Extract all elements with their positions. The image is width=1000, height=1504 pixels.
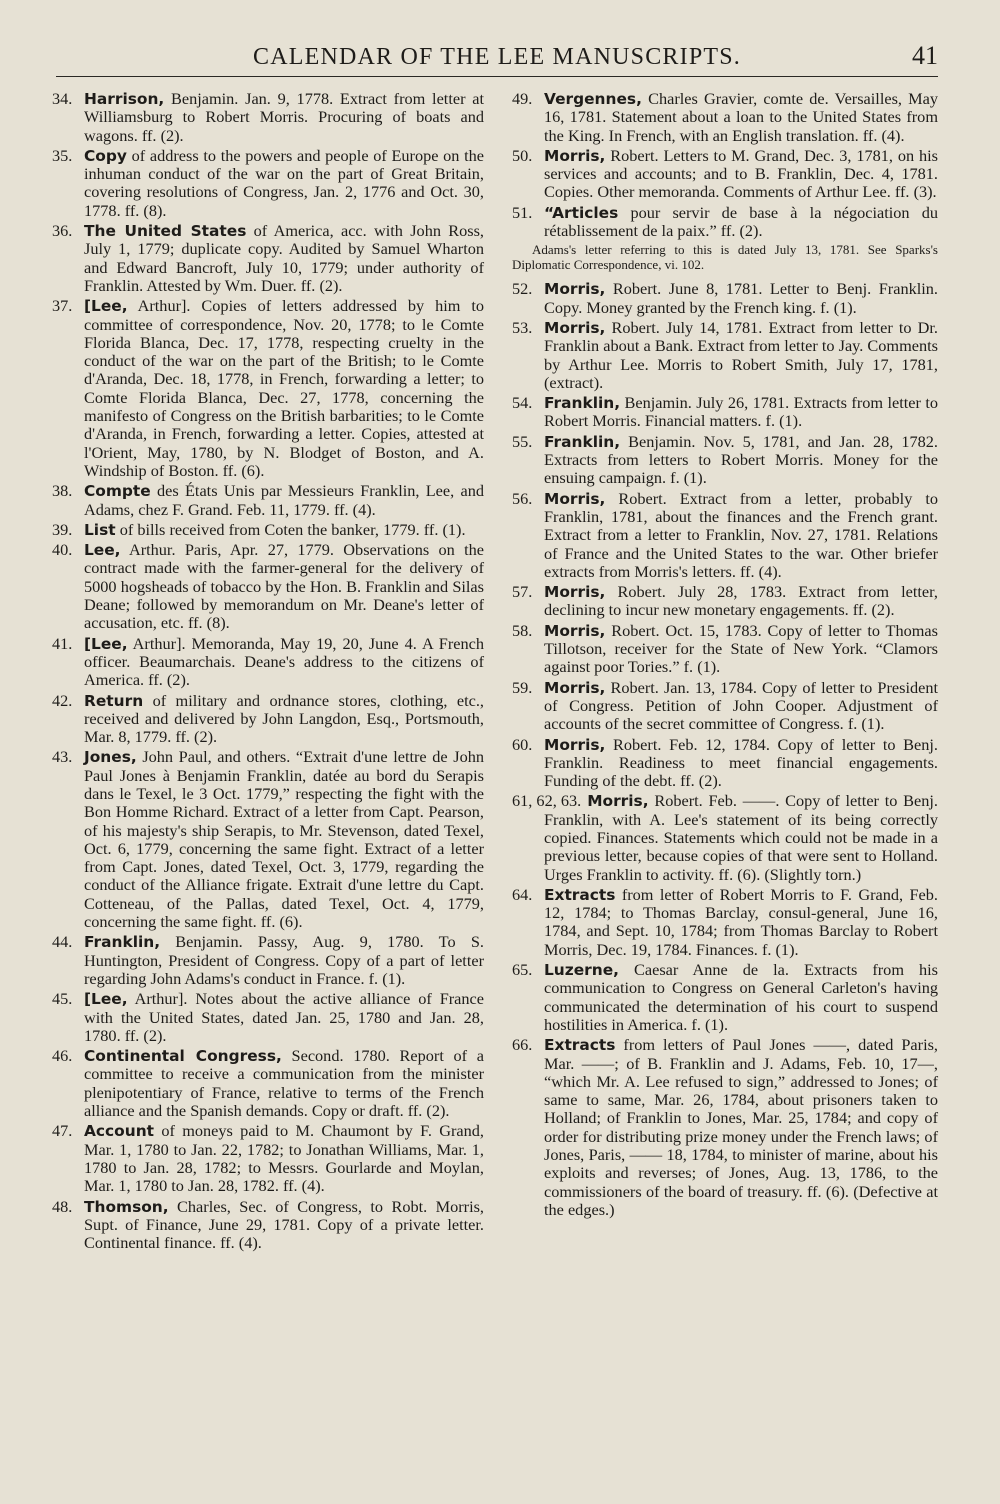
- entry-text: des États Unis par Messieurs Franklin, Lee, and Adams, chez F. Grand. Feb. 11, 1779. ff. (4).: [84, 481, 484, 519]
- entry-text: from letters of Paul Jones ——, dated Paris, Mar. ——; of B. Franklin and J. Adams, Feb. 10, 17—, “which Mr. A. Lee refused to sign,” addressed to Jones; of same to same, Mar. 26, 1784, about prisoners taken to Holland; of Franklin to Jones, Mar. 25, 1784; and copy of order for distributing prize money under the French laws; of Jones, Paris, —— 18, 1784, to minister of marine, about his exploits and reverses; of Jones, Aug. 13, 1786, to the commissioners of the board of treasury. ff. (6). (Defective at the edges.): [544, 1035, 938, 1219]
- entry-heading: Extracts: [544, 885, 616, 904]
- entry-heading: Extracts: [544, 1036, 616, 1055]
- entry-heading: Franklin,: [544, 394, 621, 413]
- calendar-entry: [52, 748, 484, 931]
- entry-text: Second. 1780. Report of a committee to receive a communication from the minister plenipotentiary of France, relative to terms of the French alliance and the Spanish demands. Copy or draft. ff. (2).: [84, 1046, 484, 1121]
- entry-number: 64.: [512, 884, 533, 904]
- entry-text: of address to the powers and people of Europe on the inhuman conduct of the war on the part of Great Britain, covering resolutions of Congress, Jan. 2, 1776 and Oct. 30, 1778. ff. (8).: [84, 145, 485, 220]
- entry-number: 44.: [52, 932, 73, 952]
- calendar-entry: [512, 90, 938, 145]
- entry-text: Arthur. Paris, Apr. 27, 1779. Observations on the contract made with the farmer-general for the delivery of 5000 hogsheads of tobacco by the Hon. B. Franklin and Silas Deane; followed by memorandum on Mr. Deane's letter of accusation, etc. ff. (8).: [84, 540, 485, 633]
- entry-number: 60.: [512, 734, 533, 754]
- entry-heading: Morris,: [544, 735, 606, 754]
- entry-heading: The United States: [84, 222, 247, 241]
- entry-text: Robert. July 28, 1783. Extract from letter, declining to incur new monetary engagements. ff. (2).: [544, 582, 938, 620]
- calendar-entry: [52, 90, 484, 145]
- entry-heading: “Articles: [544, 203, 619, 222]
- calendar-entry: [512, 433, 938, 488]
- entry-number: 65.: [512, 960, 533, 980]
- entry-number: 56.: [512, 488, 533, 508]
- page-header: [56, 40, 938, 77]
- entry-heading: Thomson,: [84, 1197, 169, 1216]
- entry-heading: Account: [84, 1122, 155, 1141]
- entry-number: 39.: [52, 519, 73, 539]
- entry-number: 47.: [52, 1121, 73, 1141]
- calendar-entry: [512, 792, 938, 883]
- calendar-entry: [52, 541, 484, 632]
- entry-heading: Compte: [84, 482, 151, 501]
- entry-heading: Morris,: [544, 318, 606, 337]
- calendar-entry: [512, 622, 938, 677]
- entry-text: Arthur]. Copies of letters addressed by him to committee of correspondence, Nov. 20, 1778; to le Comte Florida Blanca, Dec. 17, 1778, respecting cruelty in the conduct of the war on the part of the British; to le Comte d'Aranda, Dec. 18, 1778, in French, forwarding a letter; to Comte Florida Blanca, Dec. 27, 1778, concerning the manifesto of Congress on the British barbarities; to le Comte d'Aranda, in French, forwarding a letter. Copies, attested at l'Orient, May, 1780, by N. Blodget of Boston, and A. Windship of Boston. ff. (6).: [84, 296, 484, 480]
- entry-heading: Continental Congress,: [84, 1047, 282, 1066]
- entry-text: Robert. Jan. 13, 1784. Copy of letter to President of Congress. Petition of John Cooper. Adjustment of accounts of the secret committee of Congress. f. (1).: [544, 677, 938, 734]
- entry-number: 61, 62, 63.: [512, 791, 582, 811]
- entry-heading: Return: [84, 691, 144, 710]
- entry-text: Arthur]. Memoranda, May 19, 20, June 4. A French officer. Beaumarchais. Deane's address to the citizens of America. ff. (2).: [84, 633, 484, 690]
- entry-number: 34.: [52, 89, 73, 108]
- entry-number: 41.: [52, 633, 73, 653]
- calendar-entry: [52, 521, 484, 539]
- entry-text: of moneys paid to M. Chaumont by F. Grand, Mar. 1, 1780 to Jan. 22, 1782; to Jonathan Williams, Mar. 1, 1780 to Jan. 28, 1782; to Messrs. Gourlarde and Moylan, Mar. 1, 1780 to Jan. 28, 1782. ff. (4).: [84, 1121, 484, 1196]
- page-number: 41: [912, 41, 938, 70]
- entry-text: Robert. Oct. 15, 1783. Copy of letter to Thomas Tillotson, receiver for the State of New York. “Clamors against poor Tories.” f. (1).: [544, 620, 938, 677]
- entry-heading: Morris,: [544, 489, 606, 508]
- entry-number: 59.: [512, 677, 533, 697]
- calendar-entry: [52, 990, 484, 1045]
- entry-heading: Morris,: [544, 678, 606, 697]
- calendar-entry: [52, 692, 484, 747]
- entry-text: Robert. Letters to M. Grand, Dec. 3, 1781, on his services and accounts; and to B. Franklin, Dec. 4, 1781. Copies. Other memoranda. Comments of Arthur Lee. ff. (3).: [544, 145, 938, 202]
- left-column: [52, 90, 484, 1254]
- calendar-entry: [512, 886, 938, 959]
- entry-number: 42.: [52, 690, 73, 710]
- entry-number: 53.: [512, 317, 533, 337]
- entry-heading: Morris,: [587, 792, 649, 811]
- entry-number: 54.: [512, 393, 533, 413]
- entry-number: 51.: [512, 202, 533, 222]
- entry-number: 48.: [52, 1196, 73, 1216]
- calendar-entry: [512, 679, 938, 734]
- calendar-entry: [52, 1047, 484, 1120]
- entry-number: 55.: [512, 431, 533, 451]
- entry-heading: [Lee,: [84, 297, 128, 316]
- entry-heading: [Lee,: [84, 990, 128, 1009]
- entry-text: pour servir de base à la négociation du rétablissement de la paix.” ff. (2).: [544, 202, 938, 241]
- entry-text: Robert. June 8, 1781. Letter to Benj. Franklin. Copy. Money granted by the French king. f. (1).: [544, 279, 938, 317]
- entry-text: from letter of Robert Morris to F. Grand, Feb. 12, 1784; to Thomas Barclay, consul-general, June 16, 1784, and Sept. 10, 1784; from Thomas Barclay to Robert Morris, Dec. 19, 1784. Finances. f. (1).: [544, 884, 938, 959]
- entry-text: Robert. Extract from a letter, probably to Franklin, 1781, about the finances and the French grant. Extract from a letter to Franklin, Nov. 27, 1781. Relations of France and the United States to the war. Other briefer extracts from Morris's letters. ff. (4).: [544, 488, 938, 581]
- calendar-entry: [512, 319, 938, 392]
- entry-number: 52.: [512, 279, 533, 299]
- calendar-entry: [52, 635, 484, 690]
- entry-heading: Morris,: [544, 280, 606, 299]
- calendar-entry: [52, 1122, 484, 1195]
- entry-text: of military and ordnance stores, clothing, etc., received and delivered by John Langdon, Esq., Portsmouth, Mar. 8, 1779. ff. (2).: [84, 690, 484, 747]
- entry-number: 38.: [52, 481, 73, 501]
- calendar-entry: [512, 147, 938, 202]
- entry-number: 40.: [52, 540, 73, 560]
- entry-text: Caesar Anne de la. Extracts from his communication to Congress on General Carleton's having communicated the determination of his court to suspend hostilities in America. f. (1).: [544, 960, 939, 1034]
- entry-text: Arthur]. Notes about the active alliance of France with the United States, dated Jan. 25, 1780 and Jan. 28, 1780. ff. (2).: [84, 989, 485, 1045]
- entry-heading: List: [84, 520, 116, 539]
- entry-text: Robert. Feb. ——. Copy of letter to Benj. Franklin, with A. Lee's statement of its being correctly copied. Finances. Statements which could not be made in a previous letter, because copies of that were sent to Holland. Urges Franklin to activity. ff. (6). (Slightly torn.): [544, 791, 938, 884]
- entry-heading: Morris,: [544, 621, 606, 640]
- entry-number: 50.: [512, 145, 533, 165]
- calendar-entry: [512, 204, 938, 241]
- calendar-entry: [512, 736, 938, 791]
- entry-heading: Jones,: [84, 748, 137, 767]
- entry-heading: Copy: [84, 146, 127, 165]
- entry-heading: Luzerne,: [544, 961, 619, 980]
- entry-number: 45.: [52, 989, 73, 1009]
- entry-text: of bills received from Coten the banker, 1779. ff. (1).: [119, 519, 466, 539]
- entry-text: Robert. Feb. 12, 1784. Copy of letter to Benj. Franklin. Readiness to meet financial engagements. Funding of the debt. ff. (2).: [544, 734, 938, 791]
- calendar-entry: [52, 297, 484, 480]
- entry-heading: Vergennes,: [544, 90, 642, 108]
- entry-number: 43.: [52, 747, 73, 767]
- right-column: [512, 90, 938, 1221]
- entry-number: 66.: [512, 1035, 533, 1055]
- entry-heading: Franklin,: [544, 432, 621, 451]
- running-title: CALENDAR OF THE LEE MANUSCRIPTS.: [253, 44, 741, 70]
- entry-number: 46.: [52, 1046, 73, 1066]
- entry-text: Benjamin. Nov. 5, 1781, and Jan. 28, 1782. Extracts from letters to Robert Morris. Money for the ensuing campaign. f. (1).: [544, 431, 939, 488]
- entry-text: John Paul, and others. “Extrait d'une lettre de John Paul Jones à Benjamin Franklin, datée au bord du Serapis dans le Texel, le 3 Oct. 1779,” respecting the fight with the Bon Homme Richard. Extract of a letter from Capt. Pearson, of his majesty's ship Serapis, to Mr. Stevenson, dated Texel, Oct. 6, 1779, concerning the same fight. Extract of a letter from Capt. Jones, dated Texel, Oct. 3, 1779, regarding the conduct of the Alliance frigate. Extrait d'une lettre du Capt. Cotteneau, of the Pallas, dated Texel, Oct. 4, 1779, concerning the same fight. ff. (6).: [84, 747, 484, 932]
- entry-note: Adams's letter referring to this is dated July 13, 1781. See Sparks's Diplomatic Correspondence, vi. 102.: [512, 242, 938, 273]
- entry-heading: Morris,: [544, 146, 606, 165]
- entry-number: 35.: [52, 145, 73, 165]
- calendar-entry: [512, 961, 938, 1034]
- entry-heading: Lee,: [84, 541, 121, 560]
- calendar-entry: [52, 1198, 484, 1253]
- entry-number: 49.: [512, 89, 533, 108]
- calendar-entry: [52, 482, 484, 519]
- calendar-entry: [512, 280, 938, 317]
- entry-text: of America, acc. with John Ross, July 1, 1779; duplicate copy. Audited by Samuel Wharton and Edward Bancroft, July 10, 1779; under authority of Franklin. Attested by Wm. Duer. ff. (2).: [84, 221, 485, 295]
- calendar-entry: [512, 394, 938, 431]
- entry-text: Benjamin. July 26, 1781. Extracts from letter to Robert Morris. Financial matters. f. (1).: [544, 393, 938, 431]
- entry-number: 36.: [52, 221, 73, 241]
- calendar-entry: [52, 933, 484, 988]
- entry-text: Benjamin. Passy, Aug. 9, 1780. To S. Huntington, President of Congress. Copy of a part of letter regarding John Adams's conduct in France. f. (1).: [84, 932, 484, 988]
- entry-heading: Franklin,: [84, 933, 161, 952]
- entry-heading: Morris,: [544, 583, 606, 602]
- calendar-entry: [512, 1036, 938, 1219]
- entry-text: Charles Gravier, comte de. Versailles, May 16, 1781. Statement about a loan to the United States from the King. In French, with an English translation. ff. (4).: [544, 89, 938, 145]
- entry-number: 58.: [512, 620, 533, 640]
- entry-number: 57.: [512, 582, 533, 602]
- calendar-entry: [512, 583, 938, 620]
- entry-number: 37.: [52, 296, 73, 316]
- calendar-entry: [52, 147, 484, 220]
- entry-text: Robert. July 14, 1781. Extract from letter to Dr. Franklin about a Bank. Extract from letter to Jay. Comments by Arthur Lee. Morris to Robert Smith, July 17, 1781, (extract).: [544, 317, 939, 392]
- calendar-entry: [512, 490, 938, 581]
- entry-heading: Harrison,: [84, 90, 165, 108]
- entry-heading: [Lee,: [84, 634, 128, 653]
- entry-text: Charles, Sec. of Congress, to Robt. Morris, Supt. of Finance, June 29, 1781. Copy of a private letter. Continental finance. ff. (4).: [84, 1196, 485, 1253]
- entry-text: Benjamin. Jan. 9, 1778. Extract from letter at Williamsburg to Robert Morris. Procuring of boats and wagons. ff. (2).: [84, 89, 484, 145]
- calendar-entry: [52, 222, 484, 295]
